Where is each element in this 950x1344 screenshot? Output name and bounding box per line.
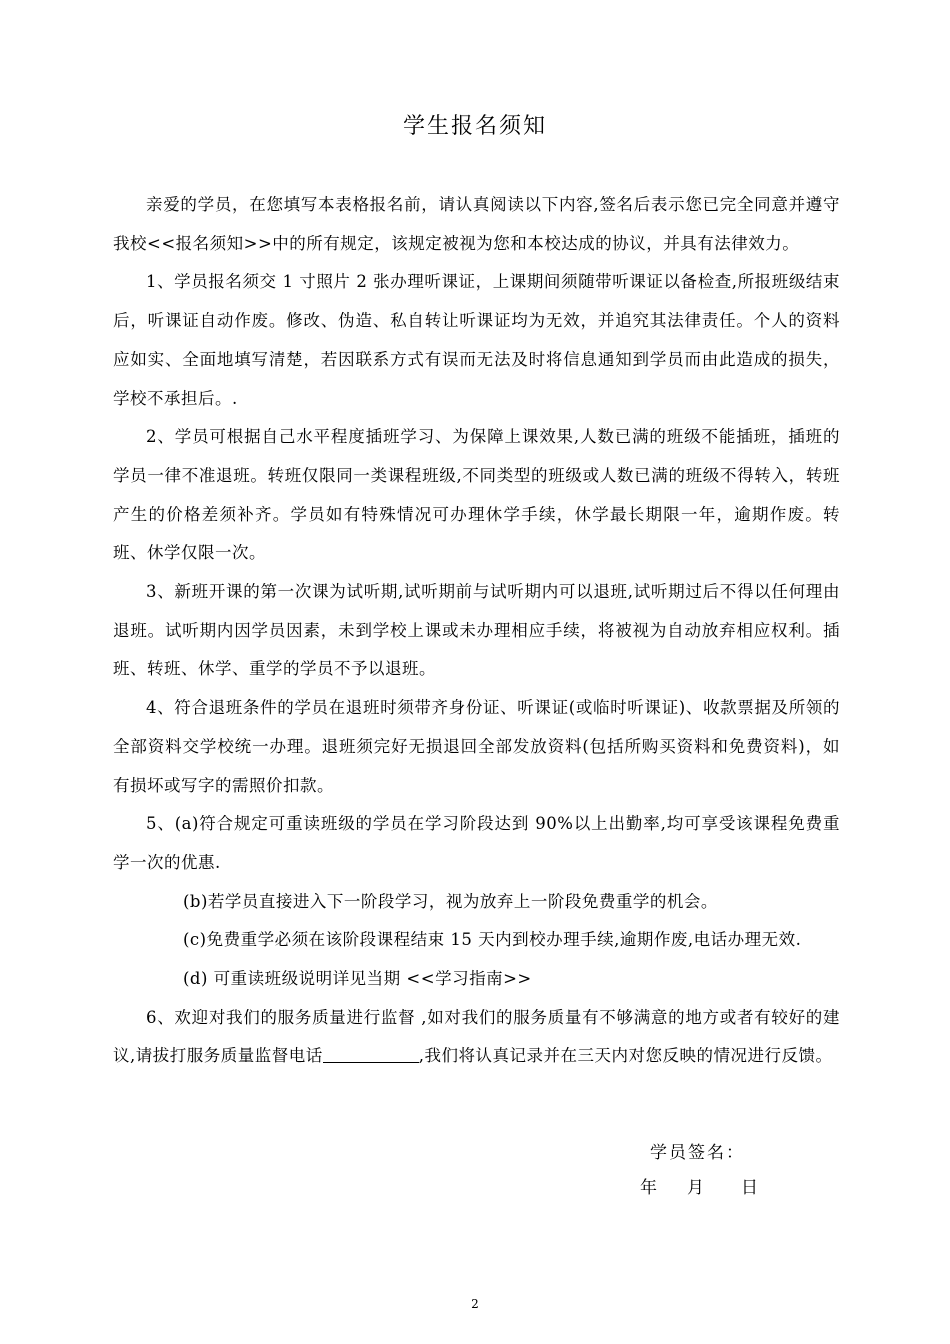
rule-2-paragraph: 2、学员可根据自己水平程度插班学习、为保障上课效果,人数已满的班级不能插班，插班的学员一律不准退班。转班仅限同一类课程班级,不同类型的班级或人数已满的班级不得转入，转班产生的价格差须补齐。学员如有特殊情况可办理休学手续，休学最长期限一年，逾期作废。转班、休学仅限一次。 <box>113 427 840 563</box>
rule-5c-paragraph: (c)免费重学必须在该阶段课程结束 15 天内到校办理手续,逾期作废,电话办理无效. <box>183 930 802 950</box>
rule-6-paragraph <box>113 999 840 1076</box>
rule-1-paragraph: 1、学员报名须交 1 寸照片 2 张办理听课证，上课期间须随带听课证以备检查,所报班级结束后，听课证自动作废。修改、伪造、私自转让听课证均为无效，并追究其法律责任。个人的资料应如实、全面地填写清楚，若因联系方式有误而无法及时将信息通知到学员而由此造成的损失，学校不承担后。. <box>113 272 840 408</box>
rule-6-text-start: 6、欢迎对我们的服务质量进行监督 ,如对我们的服务质量有不够满意的地方或者有较好的建议,请拔打服务质量监督电话 <box>113 1007 840 1066</box>
rule-5b-paragraph: (b)若学员直接进入下一阶段学习，视为放弃上一阶段免费重学的机会。 <box>183 891 718 911</box>
date-month-label: 月 <box>687 1178 704 1198</box>
page-title: 学生报名须知 <box>402 114 547 139</box>
rule-6-text-end: ,我们将认真记录并在三天内对您反映的情况进行反馈。 <box>418 1046 833 1066</box>
phone-number-blank <box>323 1044 419 1063</box>
student-signature-label: 学员签名： <box>650 1143 745 1163</box>
page-number: 2 <box>471 1297 479 1311</box>
date-year-label: 年 <box>640 1178 657 1198</box>
rule-3-paragraph: 3、新班开课的第一次课为试听期,试听期前与试听期内可以退班,试听期过后不得以任何理由退班。试听期内因学员因素，未到学校上课或未办理相应手续，将被视为自动放弃相应权利。插班、转班、休学、重学的学员不予以退班。 <box>113 582 840 679</box>
intro-paragraph: 亲爱的学员，在您填写本表格报名前，请认真阅读以下内容,签名后表示您已完全同意并遵守我校<<报名须知>>中的所有规定，该规定被视为您和本校达成的协议，并具有法律效力。 <box>113 195 840 253</box>
rule-5d-paragraph: (d) 可重读班级说明详见当期 <<学习指南>> <box>183 969 532 989</box>
signature-date <box>640 1176 758 1200</box>
notice-body <box>113 186 840 1076</box>
date-day-label: 日 <box>741 1178 758 1198</box>
rule-5a-paragraph: 5、(a)符合规定可重读班级的学员在学习阶段达到 90%以上出勤率,均可享受该课程免费重学一次的优惠. <box>113 814 840 872</box>
rule-4-paragraph: 4、符合退班条件的学员在退班时须带齐身份证、听课证(或临时听课证)、收款票据及所领的全部资料交学校统一办理。退班须完好无损退回全部发放资料(包括所购买资料和免费资料)，如有损坏或写字的需照价扣款。 <box>113 698 840 795</box>
